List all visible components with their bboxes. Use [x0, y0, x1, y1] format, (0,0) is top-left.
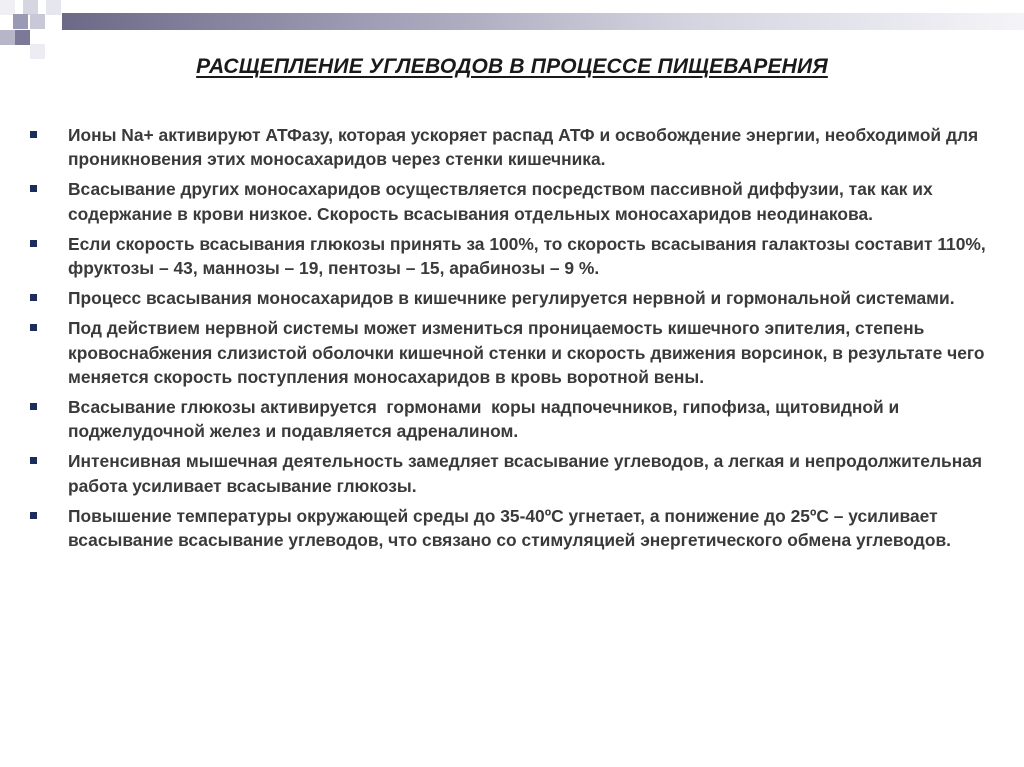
bullet-text: Под действием нервной системы может измениться проницаемость кишечного эпителия, степень кровоснабжения слизистой оболочки кишечной стенки и скорость движения ворсинок, в результате чего меняется скорость поступления моносахаридов в кровь воротной вены. — [68, 318, 990, 387]
decor-square — [30, 14, 45, 29]
bullet-text: Процесс всасывания моносахаридов в кишечнике регулируется нервной и гормональной системами. — [68, 288, 955, 309]
decor-square — [15, 30, 30, 45]
header-gradient-bar — [62, 13, 1024, 30]
bullet-item — [29, 504, 1004, 552]
square-bullet-icon — [30, 185, 37, 192]
decor-square — [0, 30, 15, 45]
bullet-text: Повышение температуры окружающей среды до 35-40ºС угнетает, а понижение до 25ºС – усиливает всасывание всасывание углеводов, что связано со стимуляцией энергетического обмена углеводов. — [68, 505, 951, 551]
square-bullet-icon — [30, 403, 37, 410]
bullet-text: Ионы Na+ активируют АТФазу, которая ускоряет распад АТФ и освобождение энергии, необходимой для проникновения этих моносахаридов через стенки кишечника. — [68, 125, 984, 170]
decor-square — [23, 0, 38, 15]
bullet-item — [29, 286, 1004, 310]
decor-square — [46, 0, 61, 15]
decor-square — [13, 14, 28, 29]
square-bullet-icon — [30, 294, 37, 301]
square-bullet-icon — [30, 324, 37, 331]
bullet-item — [29, 232, 1004, 280]
square-bullet-icon — [30, 131, 37, 138]
square-bullet-icon — [30, 240, 37, 247]
bullet-item — [29, 449, 1004, 497]
bullet-item — [29, 316, 1004, 389]
bullet-text: Интенсивная мышечная деятельность замедляет всасывание углеводов, а легкая и непродолжительная работа усиливает всасывание глюкозы. — [68, 451, 987, 496]
bullet-item — [29, 123, 1004, 171]
square-bullet-icon — [30, 512, 37, 519]
bullet-text: Всасывание других моносахаридов осуществляется посредством пассивной диффузии, так как их содержание в крови низкое. Скорость всасывания отдельных моносахаридов неодинакова. — [68, 179, 938, 224]
bullet-text: Если скорость всасывания глюкозы принять за 100%, то скорость всасывания галактозы составит 110%, фруктозы – 43, маннозы – 19, пентозы – 15, арабинозы – 9 %. — [68, 233, 991, 279]
decor-square — [0, 0, 15, 15]
bullet-item — [29, 177, 1004, 225]
bullet-item — [29, 395, 1004, 443]
square-bullet-icon — [30, 457, 37, 464]
slide-title: РАСЩЕПЛЕНИЕ УГЛЕВОДОВ В ПРОЦЕССЕ ПИЩЕВАРЕНИЯ — [196, 55, 828, 78]
bullet-list — [29, 123, 1004, 558]
bullet-text: Всасывание глюкозы активируется гормонами коры надпочечников, гипофиза, щитовидной и поджелудочной желез и подавляется адреналином. — [68, 397, 905, 442]
